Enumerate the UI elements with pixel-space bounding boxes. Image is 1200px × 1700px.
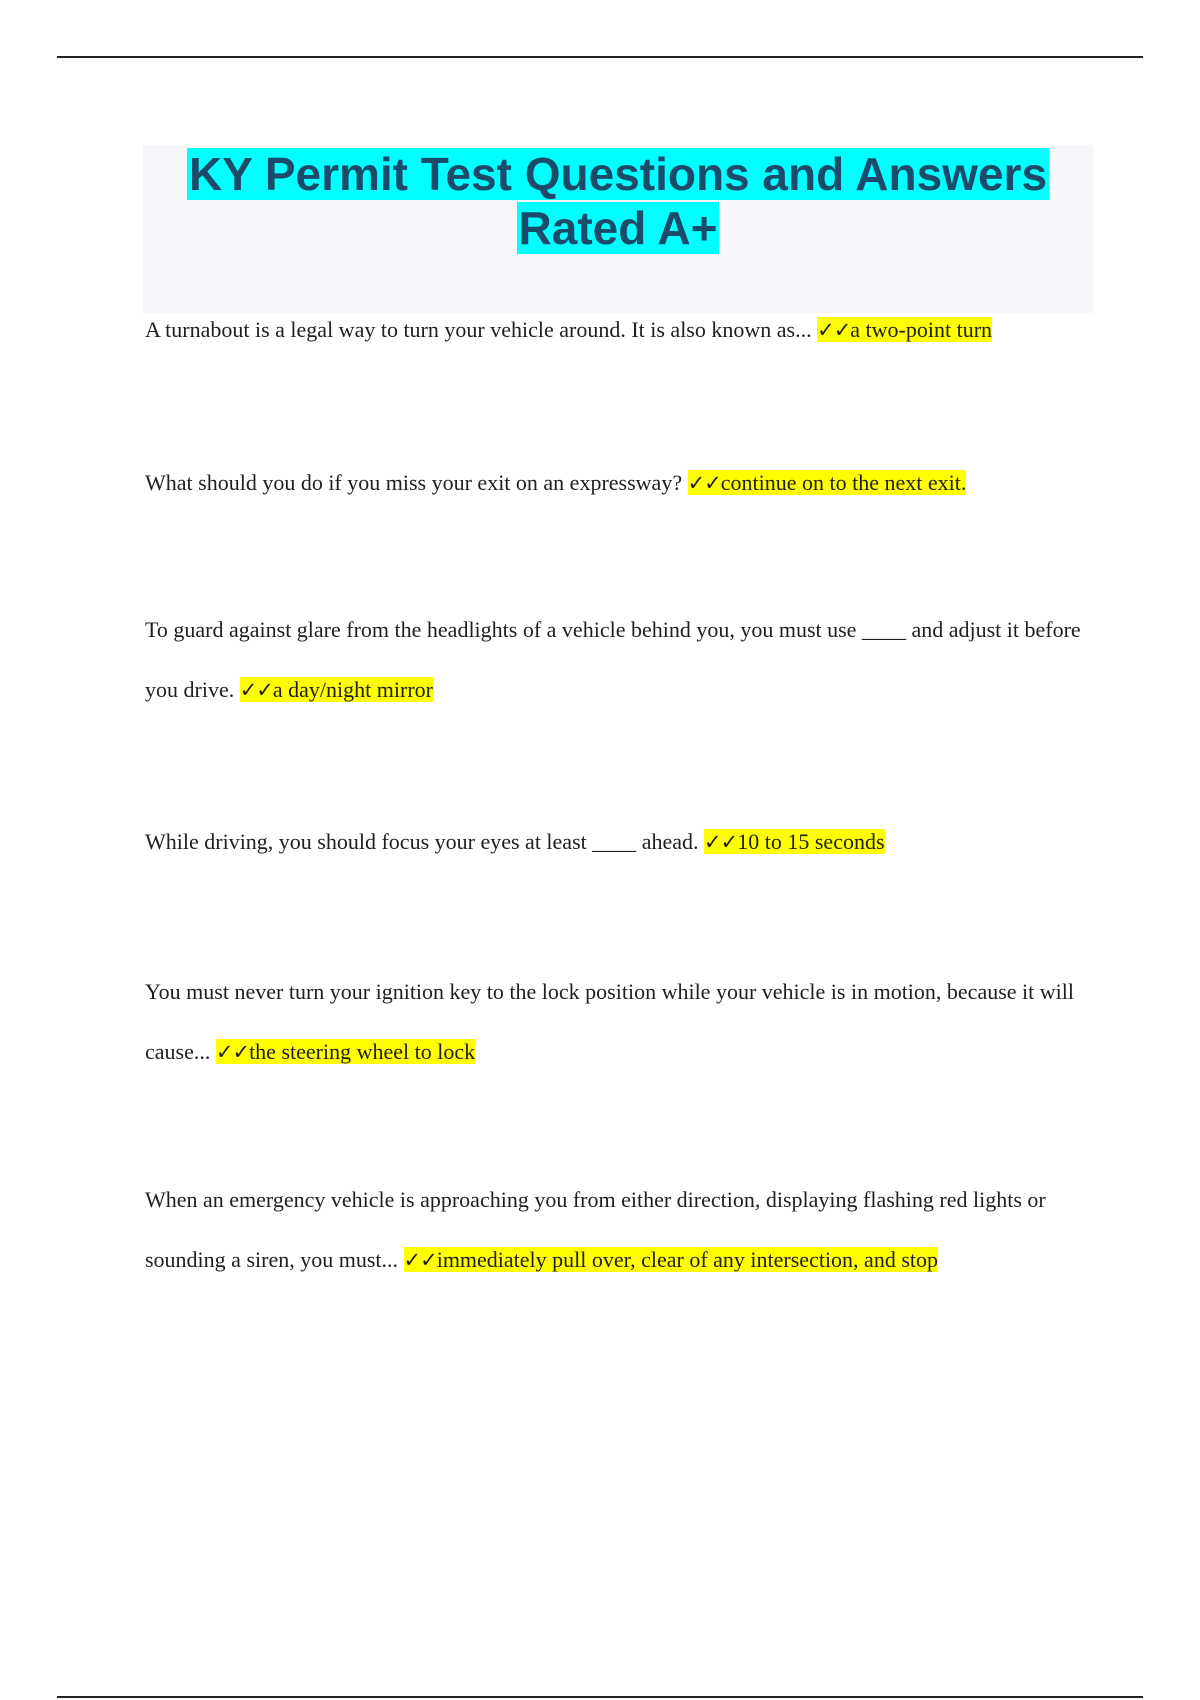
top-rule <box>57 56 1143 58</box>
answer-text: continue on to the next exit. <box>720 470 967 495</box>
double-check-icon: ✓✓ <box>687 471 721 495</box>
question-text: What should you do if you miss your exit on an expressway? <box>145 470 683 495</box>
question-text: A turnabout is a legal way to turn your vehicle around. It is also known as... <box>145 317 812 342</box>
answer-highlight <box>817 317 992 342</box>
question-text: When an emergency vehicle is approaching you from either direction, displaying flashing red lights or sounding a siren, you must... <box>145 1187 1046 1272</box>
answer-text: 10 to 15 seconds <box>737 829 885 854</box>
answer-text: a day/night mirror <box>272 677 433 702</box>
double-check-icon: ✓✓ <box>403 1248 437 1272</box>
double-check-icon: ✓✓ <box>239 678 273 702</box>
qa-item <box>145 812 1095 872</box>
question-text: To guard against glare from the headlights of a vehicle behind you, you must use ____ and adjust it before you drive. <box>145 617 1081 702</box>
answer-text: immediately pull over, clear of any intersection, and stop <box>436 1247 938 1272</box>
qa-item <box>145 962 1095 1082</box>
answer-text: the steering wheel to lock <box>249 1039 476 1064</box>
answer-highlight <box>216 1039 475 1064</box>
double-check-icon: ✓✓ <box>817 318 851 342</box>
page-title <box>143 145 1093 255</box>
double-check-icon: ✓✓ <box>704 830 738 854</box>
answer-highlight <box>404 1247 939 1272</box>
qa-item <box>145 453 1095 513</box>
qa-item <box>145 1170 1095 1290</box>
qa-item <box>145 600 1095 720</box>
answer-text: a two-point turn <box>850 317 993 342</box>
title-block <box>143 145 1093 313</box>
answer-highlight <box>704 829 884 854</box>
question-text: While driving, you should focus your eyes at least ____ ahead. <box>145 829 699 854</box>
qa-item <box>145 300 1095 360</box>
double-check-icon: ✓✓ <box>215 1040 250 1064</box>
answer-highlight <box>688 470 967 495</box>
answer-highlight <box>240 677 433 702</box>
question-text: You must never turn your ignition key to the lock position while your vehicle is in motion, because it will cause... <box>145 979 1074 1064</box>
bottom-rule <box>57 1696 1143 1698</box>
page-title-text: KY Permit Test Questions and Answers Rated A+ <box>188 148 1048 254</box>
